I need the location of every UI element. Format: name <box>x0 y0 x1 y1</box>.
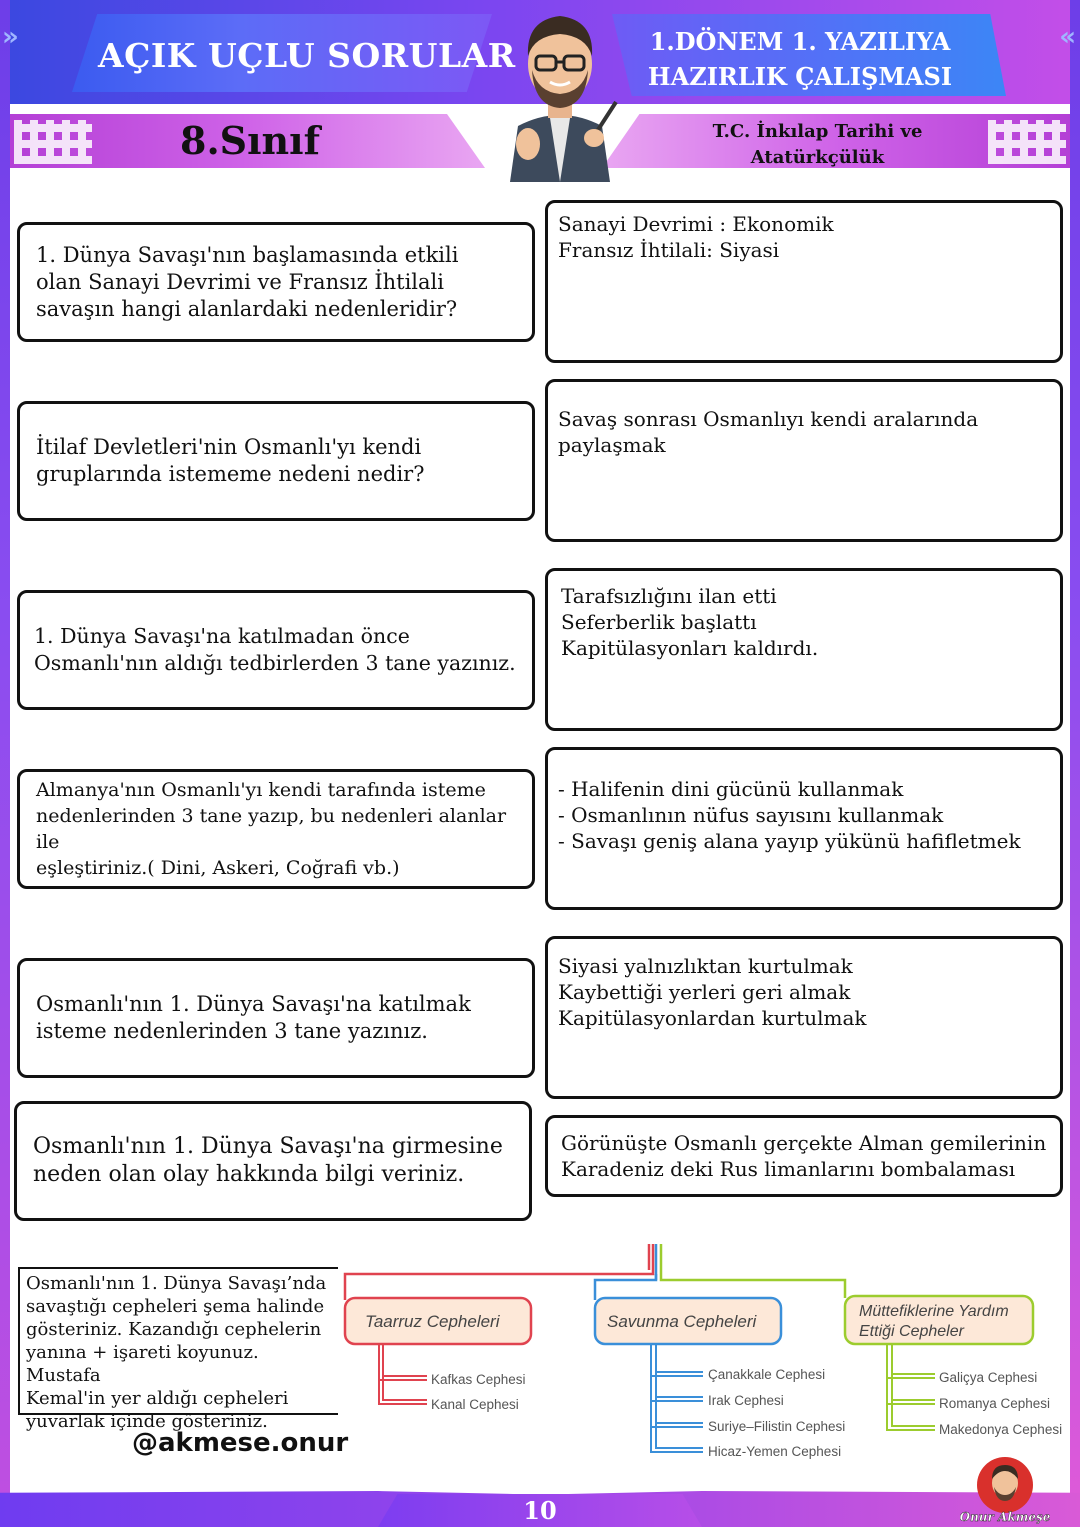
fronts-question: Osmanlı'nın 1. Dünya Savaşı’nda savaştığı cepheleri şema halinde gösteriniz. Kazandığı cephelerin yanına + işareti koyunuz. Mustafa Kemal'in yer aldığı cepheleri yuvarlak içinde gösteriniz. <box>18 1267 338 1415</box>
social-handle: @akmese.onur <box>132 1428 349 1458</box>
grade-label: 8.Sınıf <box>180 118 320 163</box>
answer-box-4: - Halifenin dini gücünü kullanmak - Osmanlının nüfus sayısını kullanmak - Savaşı geniş alana yayıp yükünü hafifletmek <box>545 747 1063 910</box>
answer-box-3: Tarafsızlığını ilan etti Seferberlik başlattı Kapitülasyonları kaldırdı. <box>545 568 1063 731</box>
yardim-title-line1: Müttefiklerine Yardım <box>859 1303 1009 1320</box>
logo-text: Onur Akmeşe <box>960 1510 1050 1524</box>
pixel-pattern-left <box>14 120 92 164</box>
chevron-right-icon: » <box>2 22 19 52</box>
page-title: AÇIK UÇLU SORULAR <box>98 36 516 75</box>
front-suriye-filistin: Suriye–Filistin Cephesi <box>708 1419 846 1434</box>
yardim-title-line2: Ettiği Cepheler <box>859 1323 964 1340</box>
taarruz-connector <box>345 1244 653 1300</box>
front-hicaz-yemen: Hicaz-Yemen Cephesi <box>708 1444 842 1459</box>
taarruz-title: Taarruz Cepheleri <box>365 1312 500 1331</box>
question-box-4: Almanya'nın Osmanlı'yı kendi tarafında isteme nedenlerinden 3 tane yazıp, bu nedenleri alanlar ile eşleştiriniz.( Dini, Askeri, Coğrafi vb.) <box>17 769 535 889</box>
pixel-pattern-right <box>988 120 1066 164</box>
teacher-avatar-illustration <box>498 6 622 182</box>
front-kafkas: Kafkas Cephesi <box>431 1372 526 1387</box>
question-box-2: İtilaf Devletleri'nin Osmanlı'yı kendi gruplarında istememe nedeni nedir? <box>17 401 535 521</box>
answer-box-1: Sanayi Devrimi : Ekonomik Fransız İhtilali: Siyasi <box>545 200 1063 363</box>
fronts-diagram <box>335 1240 1070 1472</box>
right-frame <box>1070 0 1080 1527</box>
savunma-connector <box>595 1244 656 1300</box>
course-label: T.C. İnkılap Tarihi ve Atatürkçülük <box>712 121 923 168</box>
question-box-5: Osmanlı'nın 1. Dünya Savaşı'na katılmak isteme nedenlerinden 3 tane yazınız. <box>17 958 535 1078</box>
front-kanal: Kanal Cephesi <box>431 1397 519 1412</box>
chevron-left-icon: « <box>1059 22 1076 52</box>
yardim-connector <box>661 1244 845 1298</box>
front-canakkale: Çanakkale Cephesi <box>708 1367 826 1382</box>
front-makedonya: Makedonya Cephesi <box>939 1422 1063 1437</box>
front-galicya: Galiçya Cephesi <box>939 1370 1038 1385</box>
front-irak: Irak Cephesi <box>708 1393 784 1408</box>
question-box-6: Osmanlı'nın 1. Dünya Savaşı'na girmesine neden olan olay hakkında bilgi veriniz. <box>14 1101 532 1221</box>
exam-title: 1.DÖNEM 1. YAZILIYA HAZIRLIK ÇALIŞMASI <box>647 27 953 91</box>
front-romanya: Romanya Cephesi <box>939 1396 1051 1411</box>
answer-box-6: Görünüşte Osmanlı gerçekte Alman gemilerinin Karadeniz deki Rus limanlarını bombalaması <box>545 1115 1063 1197</box>
answer-box-2: Savaş sonrası Osmanlıyı kendi aralarında paylaşmak <box>545 379 1063 542</box>
savunma-title: Savunma Cepheleri <box>607 1312 757 1331</box>
answer-box-5: Siyasi yalnızlıktan kurtulmak Kaybettiği yerleri geri almak Kapitülasyonlardan kurtulmak <box>545 936 1063 1099</box>
author-logo <box>960 1455 1050 1525</box>
question-box-3: 1. Dünya Savaşı'na katılmadan önce Osmanlı'nın aldığı tedbirlerden 3 tane yazınız. <box>17 590 535 710</box>
question-box-1: 1. Dünya Savaşı'nın başlamasında etkili olan Sanayi Devrimi ve Fransız İhtilali savaşın hangi alanlardaki nedenleridir? <box>17 222 535 342</box>
left-frame <box>0 0 10 1527</box>
page-number: 10 <box>523 1496 557 1525</box>
